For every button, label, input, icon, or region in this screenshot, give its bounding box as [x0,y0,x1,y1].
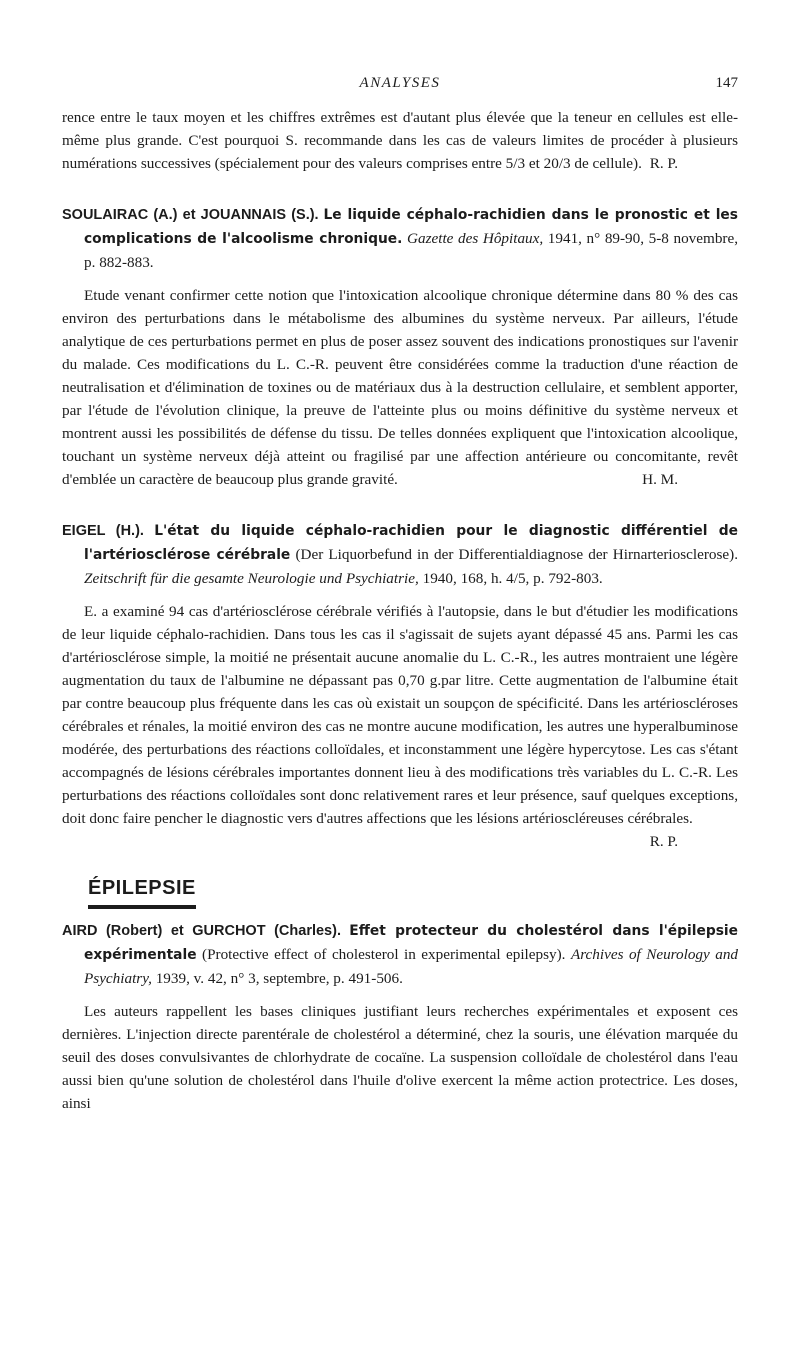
entry-2-abstract [62,600,738,850]
entry-1-signature: H. M. [642,471,678,488]
entry-3-citation: 1939, v. 42, n° 3, septembre, p. 491-506. [155,970,403,987]
entry-3-heading [62,919,738,990]
entry-3-authors: AIRD (Robert) et GURCHOT (Charles). [62,923,341,939]
entry-1-abstract-text: Etude venant confirmer cette notion que l'intoxication alcoolique chronique détermine dans 80 % des cas environ des perturbations dans le métabolisme des albumines du système nerveux. Par ailleurs, l'étude analytique de ces perturbations permet en plus de poser assez souvent des indications pronostiques sur l'avenir du malade. Ces modifications du L. C.-R. peuvent être considérées comme la traduction d'une réaction de neutralisation et d'élimination de toxines ou de matériaux dus à la destruction cellulaire, et semblent apporter, par l'étude de l'évolution clinique, la preuve de l'atteinte plus ou moins définitive du système nerveux et montrent aussi les possibilités de défense du tissu. De telles données expliquent que l'intoxication alcoolique, touchant un système nerveux déjà atteint ou fragilisé par une affection antérieure ou concomitante, revêt d'emblée un caractère de beaucoup plus grande gravité. [62,287,738,488]
entry-1-authors: SOULAIRAC (A.) et JOUANNAIS (S.). [62,207,319,223]
entry-2-heading [62,519,738,590]
entry-3-title: Effet protecteur du cholestérol dans l'épilepsie expérimentale [84,923,739,963]
intro-text: rence entre le taux moyen et les chiffres extrêmes est d'autant plus élevée que la teneur en cellules est elle-même plus grande. C'est pourquoi S. recommande dans les cas de valeurs limites de procéder à plusieurs numérations successives (spécialement pour des valeurs comprises entre 5/3 et 20/3 de cellule). [62,109,738,172]
entry-2-citation: 1940, 168, h. 4/5, p. 792-803. [422,570,603,587]
entry-3-journal: Archives of Neurology and Psychiatry, [84,946,739,987]
page-number: 147 [715,75,738,91]
entry-3-abstract-text: Les auteurs rappellent les bases cliniques justifiant leurs recherches expérimentales et exposent ces dernières. L'injection directe parentérale de cholestérol a déterminé, chez la souris, une élévation marquée du seuil des doses convulsivantes de chlorhydrate de cocaïne. La suspension colloïdale de cholestérol dans l'eau aussi bien qu'une solution de cholestérol dans l'huile d'olive exercent la même action protectrice. Les doses, ainsi [62,1003,738,1112]
section-title: ÉPILEPSIE [88,877,196,909]
entry-2-authors: EIGEL (H.). [62,523,144,539]
entry-2-abstract-text: E. a examiné 94 cas d'artériosclérose cérébrale vérifiés à l'autopsie, dans le but d'étudier les modifications de leur liquide céphalo-rachidien. Dans tous les cas il s'agissait de sujets ayant dépassé 45 ans. Parmi les cas d'artériosclérose simple, la moitié ne présentait aucune anomalie du L. C.-R., les autres montraient une légère augmentation du taux de l'albumine ne dépassant pas 0,70 g.par litre. Cette augmentation de l'albumine était par contre beaucoup plus fréquente dans les cas où existait un soupçon de spécificité. Dans les artérioscléroses cérébrales et rénales, la moitié environ des cas ne montre aucune modification, les autres une hyperalbuminose modérée, des perturbations des réactions colloïdales, et inconstamment une légère hypercytose. Les cas s'étant accompagnés de lésions cérébrales importantes donnent lieu à des modifications très variables du L. C.-R. Les perturbations des réactions colloïdales sont donc relativement rares et leur présence, sauf quelques exceptions, doit donc faire pencher le diagnostic vers d'autres affections que les lésions artérioscléreuses cérébrales. [62,603,738,827]
entry-3-abstract [62,1000,738,1115]
running-head-title: ANALYSES [359,75,441,91]
entry-1-title: Le liquide céphalo-rachidien dans le pronostic et les complications de l'alcoolisme chronique. [84,207,738,247]
entry-2-journal: Zeitschrift für die gesamte Neurologie und Psychiatrie, [84,570,419,587]
intro-paragraph [62,106,738,175]
entry-2-title: L'état du liquide céphalo-rachidien pour le diagnostic différentiel de l'artériosclérose cérébrale [84,523,739,563]
running-head [62,72,738,94]
entry-3-original-title: (Protective effect of cholesterol in experimental epilepsy). [202,946,566,963]
entry-1-citation: 1941, n° 89-90, 5-8 novembre, p. 882-883. [84,230,739,271]
entry-2-original-title: (Der Liquorbefund in der Differentialdiagnose der Hirnarteriosclerose). [295,546,738,563]
intro-signature: R. P. [649,155,678,172]
entry-1-heading [62,203,738,274]
entry-1-journal: Gazette des Hôpitaux, [407,230,544,247]
entry-2-signature: R. P. [649,833,678,850]
entry-1-abstract [62,284,738,491]
